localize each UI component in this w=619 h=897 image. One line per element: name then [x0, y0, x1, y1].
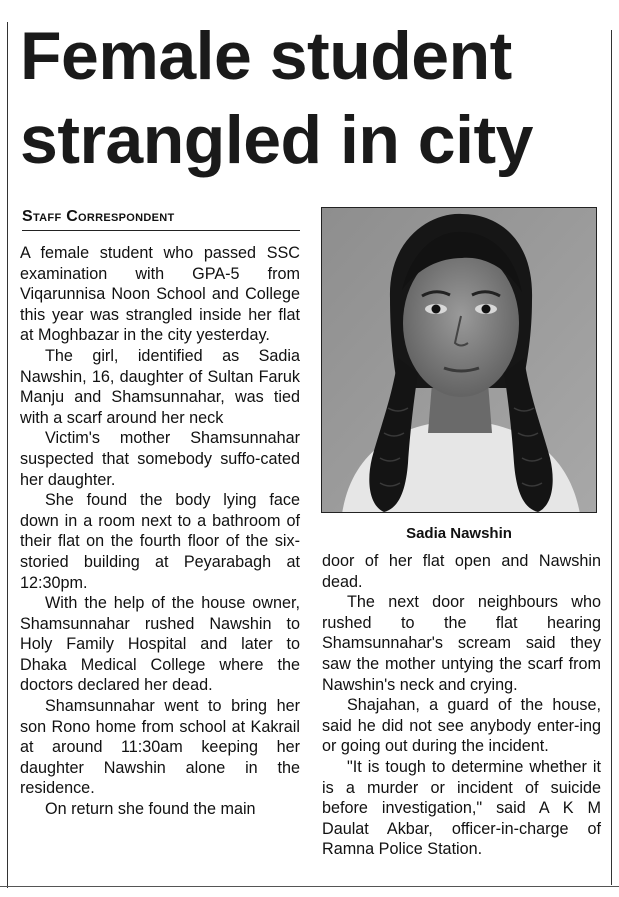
paragraph: Shajahan, a guard of the house, said he did not see anybody enter-ing or going out during the incident. [322, 696, 601, 756]
article-column-2 [322, 551, 601, 860]
headline-line-2: strangled in city [20, 102, 533, 178]
paragraph: "It is tough to determine whether it is a murder or incident of suicide before investigation," said A K M Daulat Akbar, officer-in-charge of Ramna Police Station. [322, 757, 601, 859]
byline-rule [22, 230, 300, 231]
right-column-rule [611, 30, 612, 885]
paragraph: door of her flat open and Nawshin dead. [322, 552, 601, 591]
paragraph: Shamsunnahar went to bring her son Rono home from school at Kakrail at around 11:30am keeping her daughter Nawshin alone in the residence. [20, 697, 300, 798]
headline-line-1: Female student [20, 18, 512, 94]
paragraph: Victim's mother Shamsunnahar suspected that somebody suffo-cated her daughter. [20, 429, 300, 489]
paragraph: A female student who passed SSC examination with GPA-5 from Viqarunnisa Noon School and College this year was strangled inside her flat at Moghbazar in the city yesterday. [20, 244, 300, 345]
photo-caption: Sadia Nawshin [406, 525, 512, 542]
headline [20, 14, 610, 182]
byline: Staff Correspondent [22, 208, 175, 225]
article-column-1 [20, 243, 300, 820]
paragraph: She found the body lying face down in a room next to a bathroom of their flat on the fourth floor of the six-storied building at Peyarabagh at 12:30pm. [20, 491, 300, 592]
paragraph: The next door neighbours who rushed to the flat hearing Shamsunnahar's scream said they saw the mother untying the scarf from Nawshin's neck and crying. [322, 593, 601, 694]
paragraph: On return she found the main [45, 800, 256, 819]
bottom-rule [0, 886, 619, 887]
paragraph: The girl, identified as Sadia Nawshin, 16, daughter of Sultan Faruk Manju and Shamsunnahar, was tied with a scarf around her neck [20, 346, 300, 427]
portrait-photo [321, 207, 597, 513]
paragraph: With the help of the house owner, Shamsunnahar rushed Nawshin to Holy Family Hospital and later to Dhaka Medical College where the doctors declared her dead. [20, 594, 300, 695]
left-column-rule [7, 22, 8, 888]
portrait-illustration [322, 208, 597, 513]
